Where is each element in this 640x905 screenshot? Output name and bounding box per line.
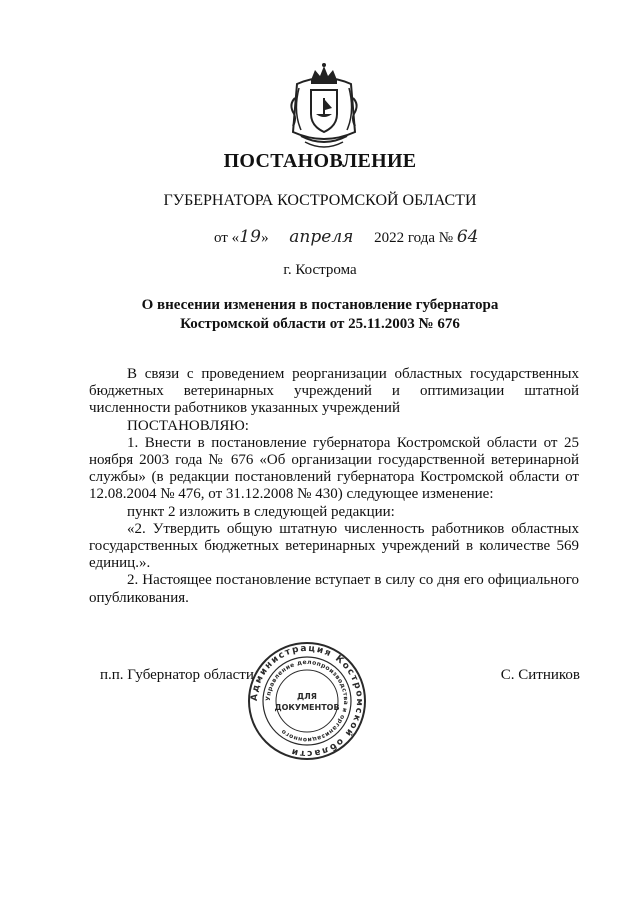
subject-line-1: О внесении изменения в постановление губернатора [141,297,499,313]
date-prefix: от « [214,230,240,246]
signatory-name: С. Ситников [500,667,580,683]
subject-line-2: Костромской области от 25.11.2003 № 676 [180,316,460,332]
date-quote-close: » [261,230,269,246]
year-and-number-label: 2022 года № [374,230,454,246]
body-paragraph-item-1: 1. Внести в постановление губернатора Костромской области от 25 ноября 2003 года № 676 «Об организации государственной ветеринарной службы» (в редакции постановлений губернатора Костромской области от 12.08.2004 № 476, от 31.12.2008 № 430) следующее изменение: [89,434,579,503]
issuing-authority: ГУБЕРНАТОРА КОСТРОМСКОЙ ОБЛАСТИ [163,192,477,209]
document-body [89,366,579,607]
body-paragraph-edit-instruction: пункт 2 изложить в следующей редакции: [127,503,395,520]
seal-outer-ring-text: Администрация Костромской области [249,643,365,759]
handwritten-document-number: 64 [456,227,479,247]
signatory-position: п.п. Губернатор области [100,667,254,683]
body-paragraph-preamble: В связи с проведением реорганизации областных государственных бюджетных ветеринарных учреждений и оптимизации штатной численности работников указанных учреждений [89,366,579,417]
official-seal-stamp [246,640,368,762]
handwritten-month: апреля [289,227,354,247]
document-subject [0,296,640,334]
body-paragraph-resolve: ПОСТАНОВЛЯЮ: [127,417,249,434]
date-and-number-line [214,227,483,247]
body-paragraph-new-text: «2. Утвердить общую штатную численность работников областных государственных бюджетных ветеринарных учреждений в количестве 569 единиц.». [89,520,579,572]
document-title: ПОСТАНОВЛЕНИЕ [223,150,417,172]
seal-inner-ring-text: Управление делопроизводства и организационного [264,658,350,744]
seal-center-line-2: ДОКУМЕНТОВ [274,703,340,712]
city-line: г. Кострома [283,262,357,278]
coat-of-arms-emblem [287,62,361,150]
seal-center-line-1: ДЛЯ [297,692,317,701]
body-paragraph-item-2: 2. Настоящее постановление вступает в силу со дня его официального опубликования. [89,572,579,606]
handwritten-day: 19 [239,227,261,247]
